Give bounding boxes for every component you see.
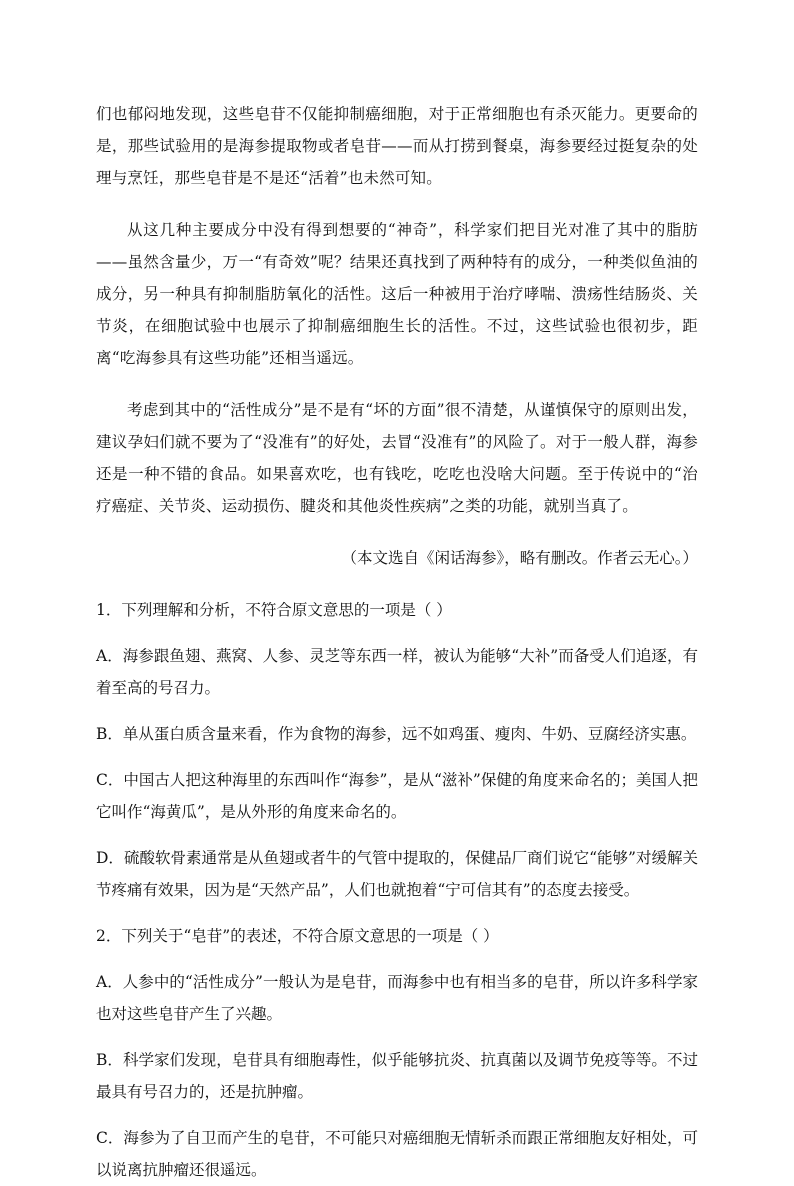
option-a: A．海参跟鱼翅、燕窝、人参、灵芝等东西一样，被认为能够“大补”而备受人们追逐，有着至高的号召力。	[96, 647, 698, 697]
question-stem: 2．下列关于“皂苷”的表述，不符合原文意思的一项是（ ）	[96, 927, 499, 945]
passage-paragraph-1: 们也郁闷地发现，这些皂苷不仅能抑制癌细胞，对于正常细胞也有杀灭能力。更要命的是，那些试验用的是海参提取物或者皂苷——而从打捞到餐桌，海参要经过挺复杂的处理与烹饪，那些皂苷是不是还“活着”也未然可知。	[96, 105, 698, 187]
option-b: B．科学家们发现，皂苷具有细胞毒性，似乎能够抗炎、抗真菌以及调节免疫等等。不过最具有号召力的，还是抗肿瘤。	[96, 1051, 698, 1101]
passage-paragraph-3: 考虑到其中的“活性成分”是不是有“坏的方面”很不清楚，从谨慎保守的原则出发，建议孕妇们就不要为了“没准有”的好处，去冒“没准有”的风险了。对于一般人群，海参还是一种不错的食品。如果喜欢吃，也有钱吃，吃吃也没啥大问题。至于传说中的“治疗癌症、关节炎、运动损伤、腱炎和其他炎性疾病”之类的功能，就别当真了。	[96, 401, 698, 515]
question-stem: 1．下列理解和分析，不符合原文意思的一项是（ ）	[96, 601, 452, 619]
passage-paragraph-2: 从这几种主要成分中没有得到想要的“神奇”，科学家们把目光对准了其中的脂肪——虽然含量少，万一“有奇效”呢？结果还真找到了两种特有的成分，一种类似鱼油的成分，另一种具有抑制脂肪氧化的活性。这后一种被用于治疗哮喘、溃疡性结肠炎、关节炎，在细胞试验中也展示了抑制癌细胞生长的活性。不过，这些试验也很初步，距离“吃海参具有这些功能”还相当遥远。	[96, 221, 698, 367]
option-b: B．单从蛋白质含量来看，作为食物的海参，远不如鸡蛋、瘦肉、牛奶、豆腐经济实惠。	[96, 725, 697, 743]
passage-source: （本文选自《闲话海参》，略有删改。作者云无心。）	[341, 549, 698, 567]
option-a: A．人参中的“活性成分”一般认为是皂苷，而海参中也有相当多的皂苷，所以许多科学家也对这些皂苷产生了兴趣。	[96, 973, 698, 1023]
option-c: C．海参为了自卫而产生的皂苷，不可能只对癌细胞无情斩杀而跟正常细胞友好相处，可以说离抗肿瘤还很遥远。	[96, 1129, 698, 1179]
option-c: C．中国古人把这种海里的东西叫作“海参”，是从“滋补”保健的角度来命名的；美国人把它叫作“海黄瓜”，是从外形的角度来命名的。	[96, 771, 698, 821]
option-d: D．硫酸软骨素通常是从鱼翅或者牛的气管中提取的，保健品厂商们说它“能够”对缓解关节疼痛有效果，因为是“天然产品”，人们也就抱着“宁可信其有”的态度去接受。	[96, 849, 698, 899]
question-2	[96, 920, 698, 1186]
question-1	[96, 594, 698, 906]
